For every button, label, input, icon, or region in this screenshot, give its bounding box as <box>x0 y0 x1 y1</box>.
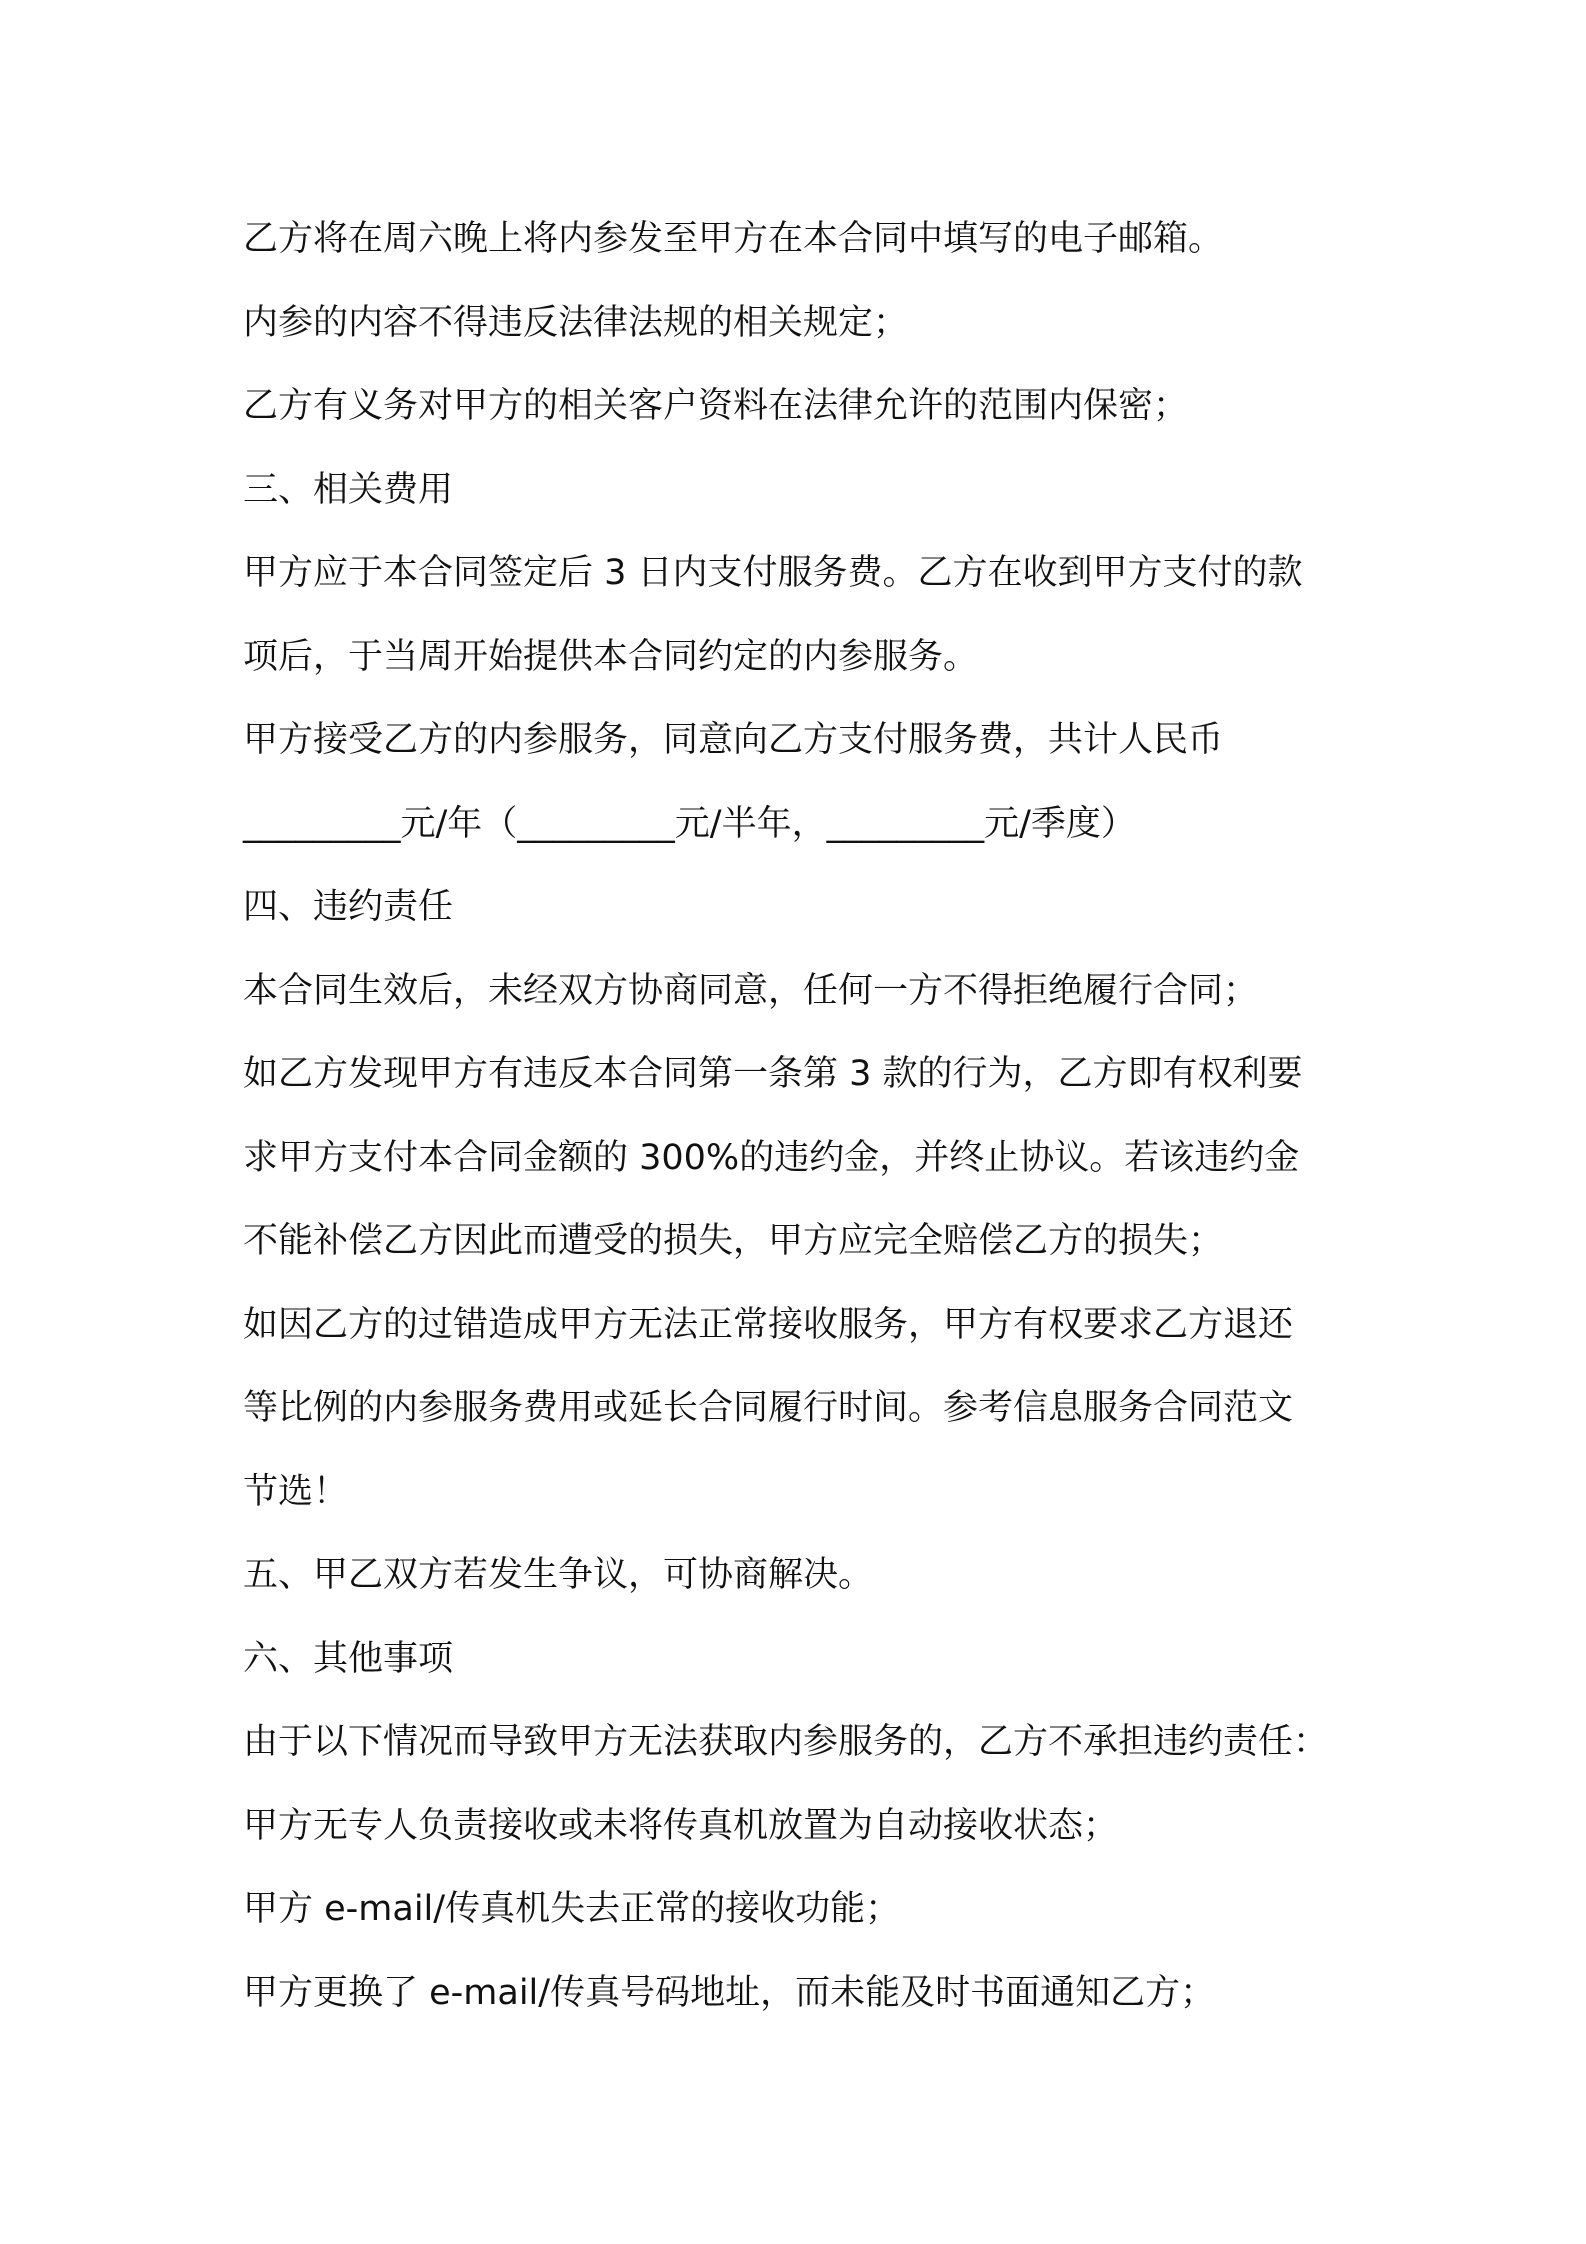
body-line: 由于以下情况而导致甲方无法获取内参服务的，乙方不承担违约责任： <box>243 1722 1329 1762</box>
body-line: 如乙方发现甲方有违反本合同第一条第 3 款的行为，乙方即有权利要 <box>243 1054 1303 1094</box>
body-line: 如因乙方的过错造成甲方无法正常接收服务，甲方有权要求乙方退还 <box>243 1304 1294 1345</box>
body-line: 本合同生效后，未经双方协商同意，任何一方不得拒绝履行合同； <box>243 970 1259 1011</box>
body-line: 甲方更换了 e-mail/传真号码地址，而未能及时书面通知乙方； <box>243 1972 1216 2013</box>
body-line: 求甲方支付本合同金额的 300%的违约金，并终止协议。若该违约金 <box>243 1137 1300 1178</box>
body-line: 甲方无专人负责接收或未将传真机放置为自动接收状态； <box>243 1805 1119 1846</box>
section-heading: 六、其他事项 <box>243 1638 454 1679</box>
body-line: 内参的内容不得违反法律法规的相关规定； <box>243 302 909 343</box>
body-line: 甲方应于本合同签定后 3 日内支付服务费。乙方在收到甲方支付的款 <box>243 553 1303 593</box>
section-heading: 五、甲乙双方若发生争议，可协商解决。 <box>243 1555 874 1595</box>
section-heading: 四、违约责任 <box>243 887 454 927</box>
document-body <box>243 198 1373 2035</box>
fee-blank-line: _________元/年（_________元/半年，_________元/季度） <box>243 803 1136 844</box>
body-line: 甲方 e-mail/传真机失去正常的接收功能； <box>243 1889 901 1929</box>
body-line: 项后，于当周开始提供本合同约定的内参服务。 <box>243 636 979 677</box>
section-heading: 三、相关费用 <box>243 469 454 510</box>
body-line: 乙方将在周六晚上将内参发至甲方在本合同中填写的电子邮箱。 <box>243 219 1224 259</box>
body-line: 节选！ <box>243 1471 349 1512</box>
body-line: 甲方接受乙方的内参服务，同意向乙方支付服务费，共计人民币 <box>243 720 1224 760</box>
body-line: 乙方有义务对甲方的相关客户资料在法律允许的范围内保密； <box>243 386 1189 426</box>
body-line: 等比例的内参服务费用或延长合同履行时间。参考信息服务合同范文 <box>243 1388 1294 1428</box>
body-line: 不能补偿乙方因此而遭受的损失，甲方应完全赔偿乙方的损失； <box>243 1221 1224 1261</box>
